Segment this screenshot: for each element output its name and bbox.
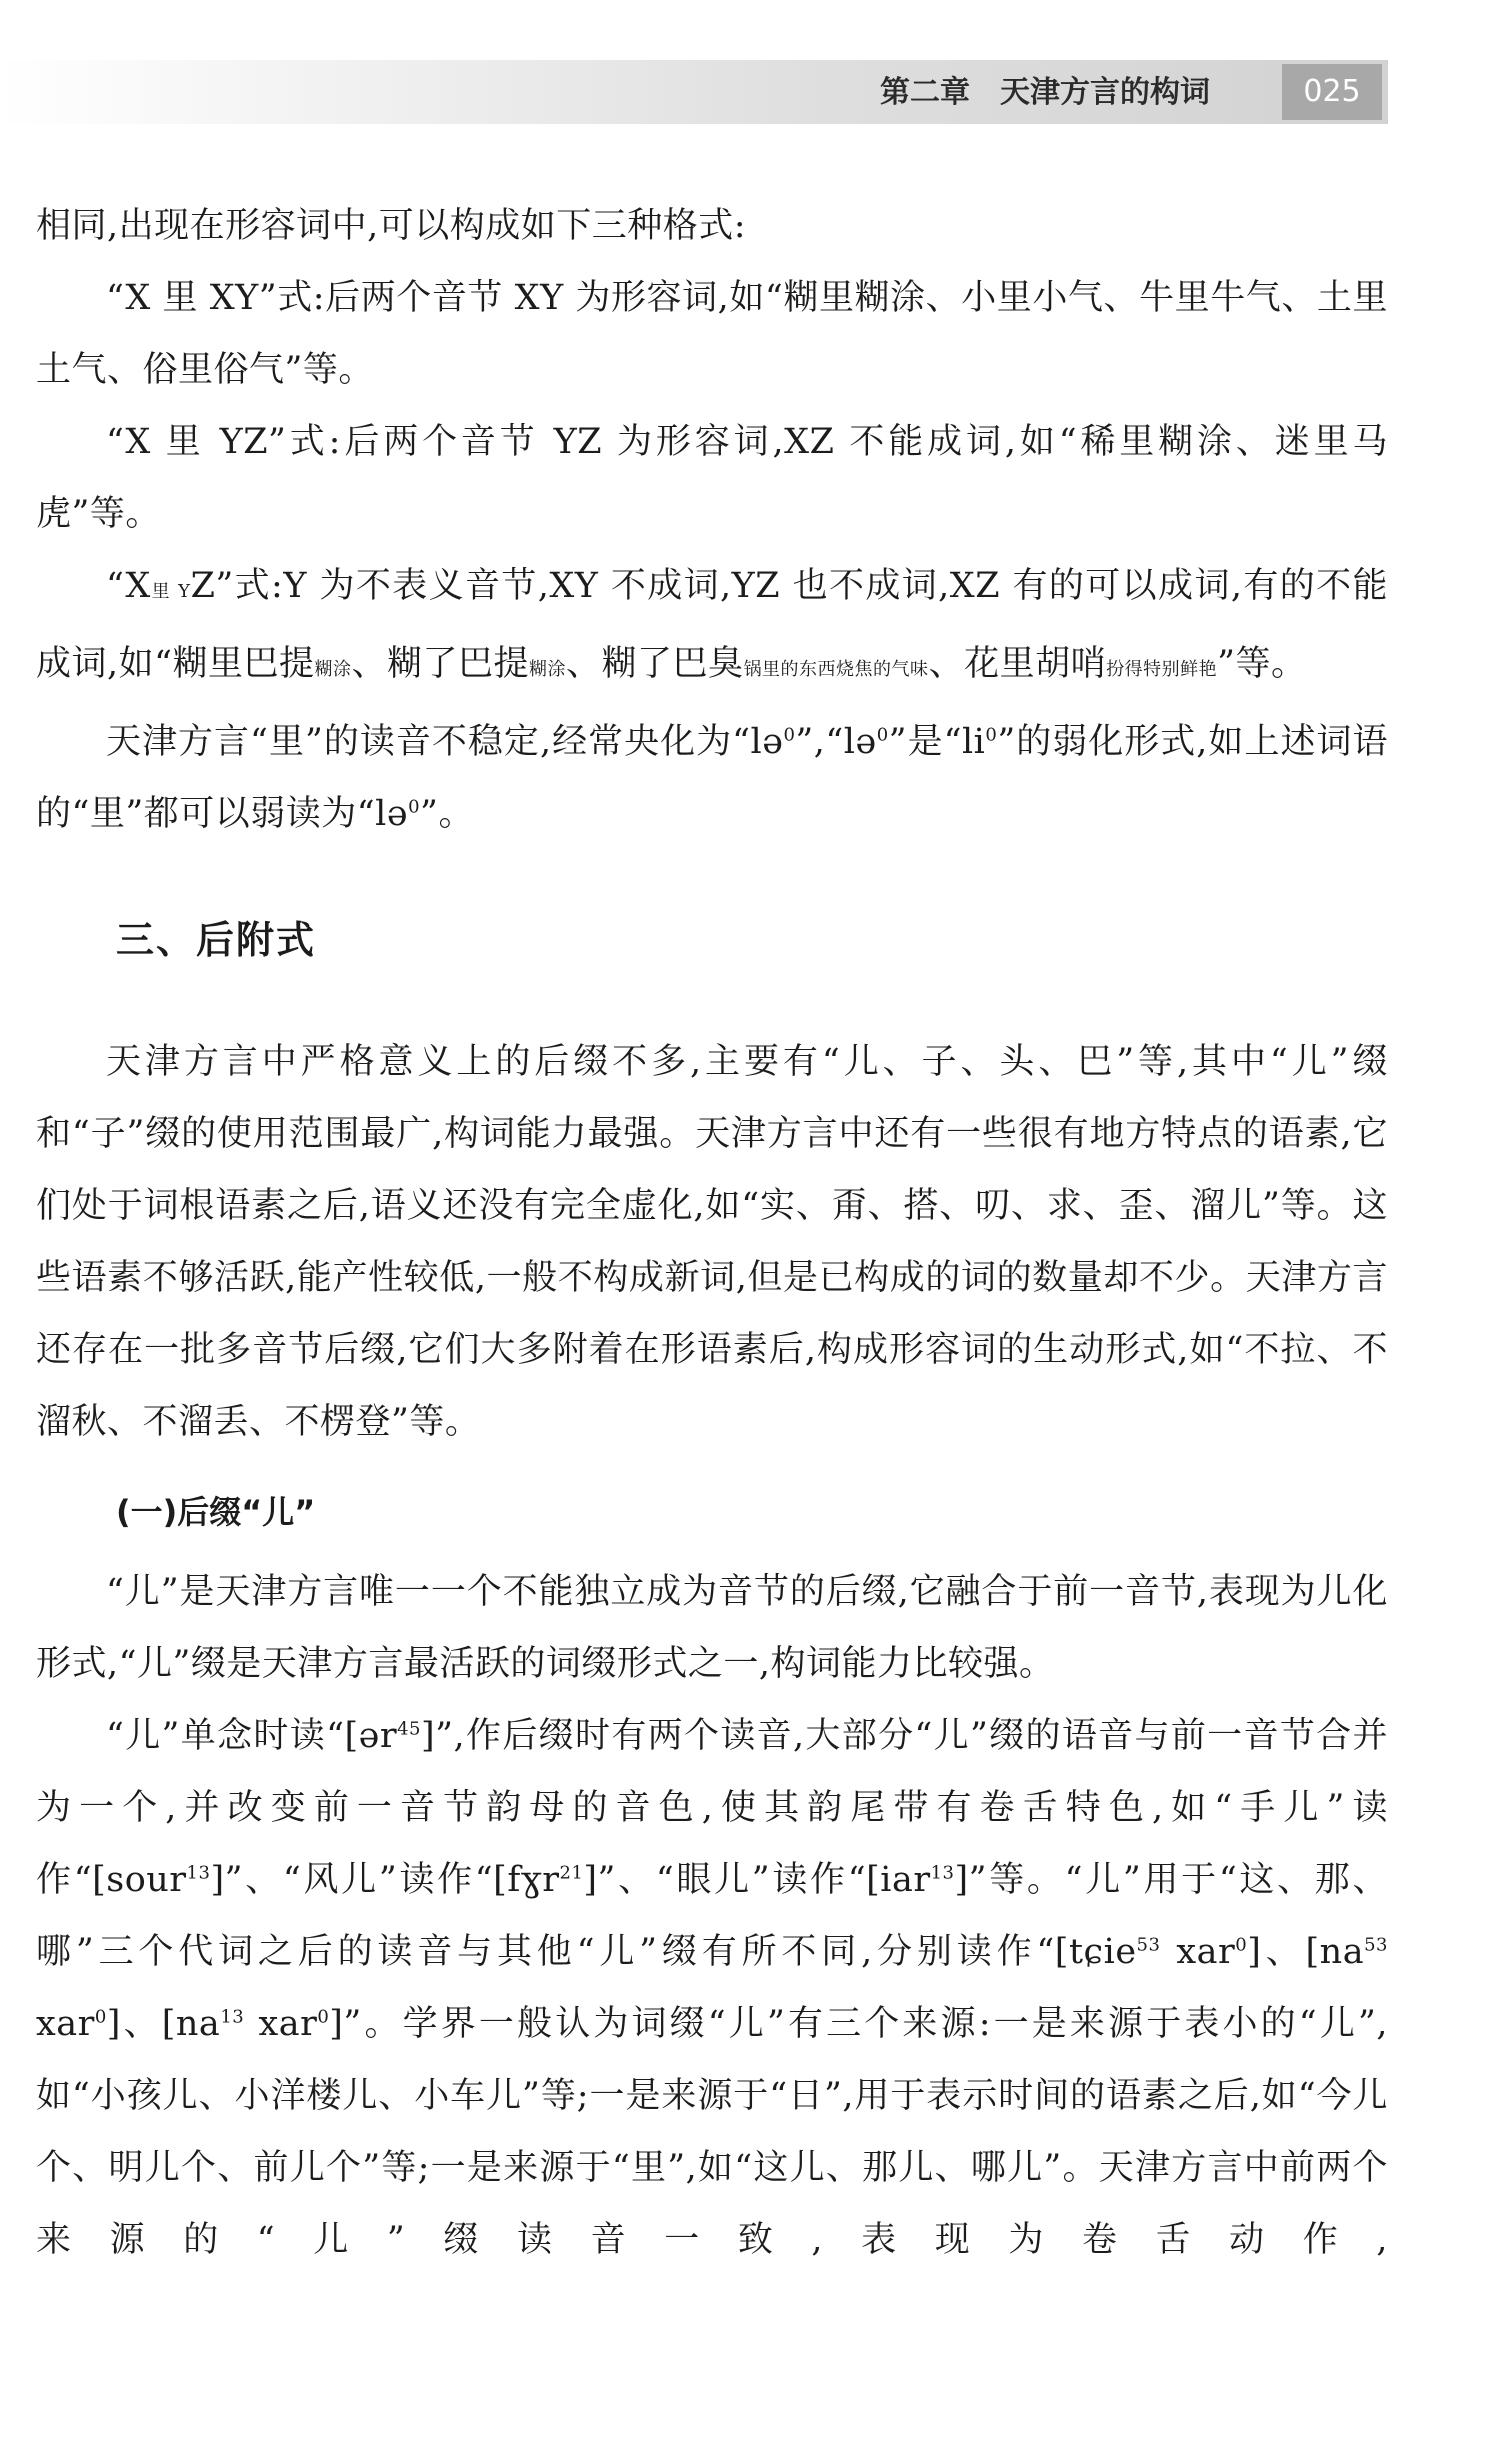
tone-superscript: 53 (1136, 1934, 1161, 1956)
subscript-note: 糊涂 (529, 659, 567, 680)
section-heading: 三、后附式 (116, 918, 317, 962)
tone-superscript: 13 (220, 2006, 245, 2028)
text-run: 、糊了巴臭 (566, 644, 744, 684)
text-run: 、花里胡哨 (928, 644, 1107, 684)
text-run: xar (36, 2004, 95, 2044)
subscript-note: 扮得特别鲜艳 (1106, 659, 1218, 680)
page-number: 025 (1282, 64, 1382, 120)
text-run: ”。 (420, 794, 474, 834)
tone-superscript: 0 (1235, 1934, 1248, 1956)
spacer (36, 976, 1388, 1026)
text-run: ]”、“眼儿”读作“[iar (583, 1860, 931, 1900)
tone-superscript: 45 (397, 1718, 421, 1740)
text-run: xar (1160, 1932, 1236, 1972)
paragraph: “X 里 YZ”式:后两个音节 YZ 为形容词,XZ 不能成词,如“稀里糊涂、迷里马虎”等。 (36, 422, 1388, 534)
text-run: ]”、“风儿”读作“[fɣr (210, 1860, 560, 1900)
text-run: ]、[na (106, 2004, 221, 2044)
tone-superscript: 0 (783, 724, 796, 746)
paragraph: “儿”是天津方言唯一一个不能独立成为音节的后缀,它融合于前一音节,表现为儿化形式,“儿”缀是天津方言最活跃的词缀形式之一,构词能力比较强。 (36, 1572, 1388, 1684)
text-run: ]、[na (1247, 1932, 1365, 1972)
paragraph (36, 1700, 1388, 2276)
tone-superscript: 21 (559, 1862, 584, 1884)
text-run: “儿”单念时读“[ər (106, 1716, 398, 1756)
text-run: ”,“lə (795, 722, 877, 762)
text-run: 天津方言“里”的读音不稳定,经常央化为“lə (106, 722, 784, 762)
text-run: ]”,作后缀时有两个读音,大部分“儿”缀的语音与前一音节合并为一个,并改变前一音节韵母的音色,使其韵尾带有卷舌特色,如“手儿”读作“[sour (36, 1716, 1388, 1900)
subscript-note: 里 Y (150, 581, 191, 602)
text-run: 、糊了巴提 (351, 644, 530, 684)
text-run: xar (244, 2004, 318, 2044)
tone-superscript: 13 (186, 1862, 211, 1884)
page-body (36, 190, 1388, 2276)
paragraph: “X 里 XY”式:后两个音节 XY 为形容词,如“糊里糊涂、小里小气、牛里牛气、土里土气、俗里俗气”等。 (36, 278, 1388, 390)
text-run: ”是“li (888, 722, 986, 762)
text-run: “X (106, 566, 151, 606)
tone-superscript: 13 (930, 1862, 955, 1884)
tone-superscript: 0 (876, 724, 889, 746)
text-run: Z”式:Y 为不表义音节,XY 不成词,YZ 也不成词,XZ 有的可以成词,有的不能成词,如“糊里巴提 (36, 566, 1388, 684)
tone-superscript: 0 (408, 796, 421, 818)
paragraph: 天津方言中严格意义上的后缀不多,主要有“儿、子、头、巴”等,其中“儿”缀和“子”缀的使用范围最广,构词能力最强。天津方言中还有一些很有地方特点的语素,它们处于词根语素之后,语义还没有完全虚化,如“实、甭、搭、叨、求、歪、溜儿”等。这些语素不够活跃,能产性较低,一般不构成新词,但是已构成的词的数量却不少。天津方言还存在一批多音节后缀,它们大多附着在形语素后,构成形容词的生动形式,如“不拉、不溜秋、不溜丢、不楞登”等。 (36, 1042, 1388, 1442)
subsection-heading: (一)后缀“儿” (116, 1493, 316, 1531)
text-run: ]”。学界一般认为词缀“儿”有三个来源:一是来源于表小的“儿”,如“小孩儿、小洋楼儿、小车儿”等;一是来源于“日”,用于表示时间的语素之后,如“今儿个、明儿个、前儿个”等;一是来源于“里”,如“这儿、那儿、哪儿”。天津方言中前两个来源的“儿”缀读音一致,表现为卷舌动作, (36, 2004, 1388, 2260)
subscript-note: 锅里的东西烧焦的气味 (743, 659, 929, 680)
text-run: ”等。 (1217, 644, 1307, 684)
paragraph (36, 550, 1388, 706)
text-run: ”的弱化形式,如上述词语的“里”都可以弱读为“lə (36, 722, 1388, 834)
tone-superscript: 0 (94, 2006, 107, 2028)
running-header-chapter-title: 第二章 天津方言的构词 (880, 75, 1210, 110)
text-run: ]”等。“儿”用于“这、那、哪”三个代词之后的读音与其他“儿”缀有所不同,分别读作“[tɕie (36, 1860, 1388, 1972)
subscript-note: 糊涂 (314, 659, 352, 680)
tone-superscript: 0 (317, 2006, 330, 2028)
tone-superscript: 0 (985, 724, 998, 746)
paragraph: 相同,出现在形容词中,可以构成如下三种格式: (36, 206, 747, 246)
paragraph (36, 706, 1388, 850)
tone-superscript: 53 (1364, 1934, 1389, 1956)
